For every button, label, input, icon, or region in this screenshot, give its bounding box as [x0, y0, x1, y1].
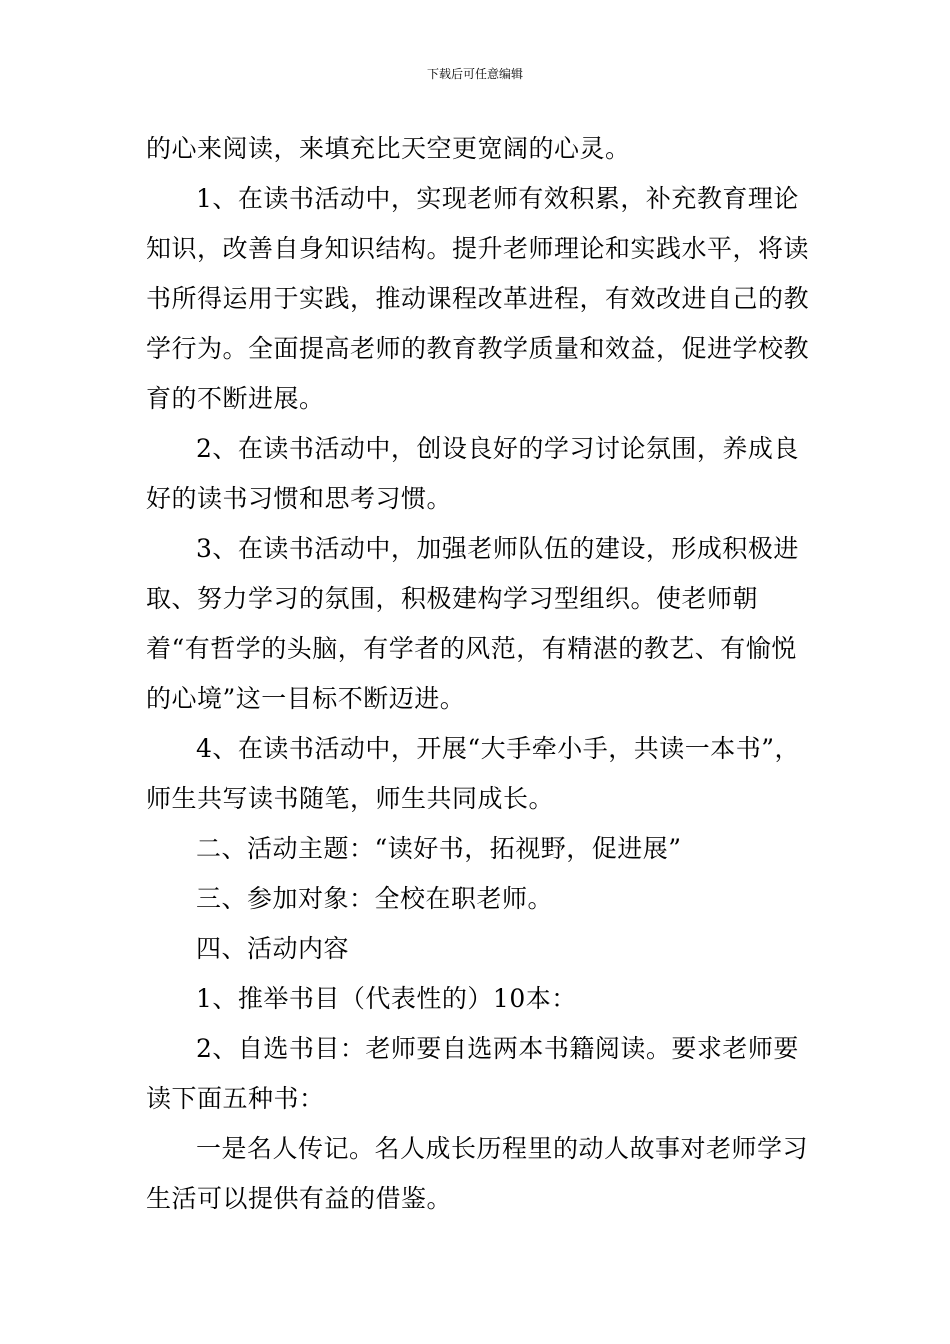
paragraph-recommended-books: 1、推举书目（代表性的）10本：: [196, 984, 577, 1013]
section-heading-theme: 二、活动主题：“读好书，拓视野，促进展”: [196, 834, 682, 863]
paragraph-3: 2、在读书活动中，创设良好的学习讨论氛围，养成良好的读书习惯和思考习惯。: [146, 434, 799, 513]
paragraph-1: 的心来阅读，来填充比天空更宽阔的心灵。: [146, 134, 631, 163]
section-heading-participants: 三、参加对象：全校在职老师。: [196, 884, 554, 913]
paragraph-self-selected-books: 2、自选书目：老师要自选两本书籍阅读。要求老师要读下面五种书：: [146, 1034, 799, 1113]
paragraph-biographies: 一是名人传记。名人成长历程里的动人故事对老师学习生活可以提供有益的借鉴。: [146, 1134, 809, 1213]
paragraph-4: 3、在读书活动中，加强老师队伍的建设，形成积极进取、努力学习的氛围，积极建构学习型组织。使老师朝着“有哲学的头脑，有学者的风范，有精湛的教艺、有愉悦的心境”这一目标不断迈进。: [146, 534, 799, 713]
page-header: 下载后可任意编辑: [426, 67, 523, 81]
paragraph-2: 1、在读书活动中，实现老师有效积累，补充教育理论知识，改善自身知识结构。提升老师理论和实践水平，将读书所得运用于实践，推动课程改革进程，有效改进自己的教学行为。全面提高老师的教育教学质量和效益，促进学校教育的不断进展。: [146, 184, 810, 413]
section-heading-content: 四、活动内容: [196, 934, 350, 963]
paragraph-5: 4、在读书活动中，开展“大手牵小手，共读一本书”，师生共写读书随笔，师生共同成长。: [146, 734, 800, 813]
document-body: [146, 124, 816, 1224]
